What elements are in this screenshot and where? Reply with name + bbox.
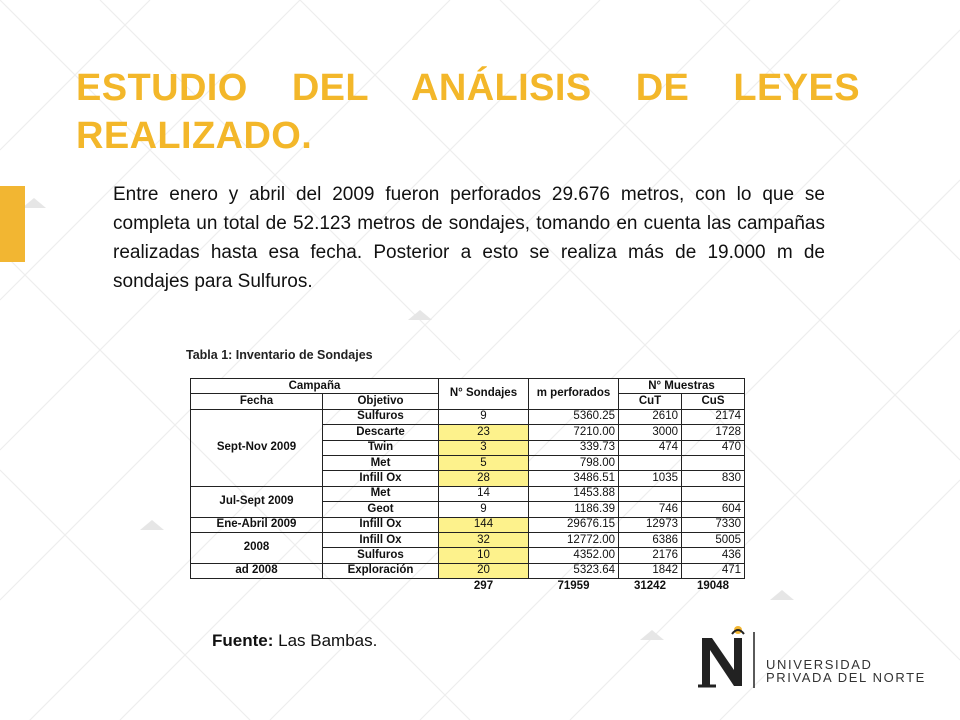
header-muestras: N° Muestras: [619, 379, 745, 394]
cus-cell: 7330: [682, 517, 745, 532]
objetivo-cell: Infill Ox: [323, 471, 439, 486]
header-campana: Campaña: [191, 379, 439, 394]
cut-cell: [619, 486, 682, 501]
logo-line-2: PRIVADA DEL NORTE: [766, 670, 926, 685]
metros-cell: 4352.00: [529, 548, 619, 563]
metros-cell: 798.00: [529, 455, 619, 470]
sondajes-cell: 5: [439, 455, 529, 470]
empty-cell: [323, 579, 439, 594]
header-cus: CuS: [682, 394, 745, 409]
cus-cell: 1728: [682, 425, 745, 440]
cut-cell: 6386: [619, 532, 682, 547]
cus-cell: 2174: [682, 409, 745, 424]
table-row: [191, 532, 745, 547]
metros-cell: 3486.51: [529, 471, 619, 486]
objetivo-cell: Twin: [323, 440, 439, 455]
group-cell: Jul-Sept 2009: [191, 486, 323, 517]
cut-cell: 1035: [619, 471, 682, 486]
group-cell: Ene-Abril 2009: [191, 517, 323, 532]
inventory-table: [190, 378, 745, 593]
objetivo-cell: Infill Ox: [323, 517, 439, 532]
cut-cell: 12973: [619, 517, 682, 532]
sondajes-cell: 32: [439, 532, 529, 547]
cus-cell: 830: [682, 471, 745, 486]
cut-cell: 3000: [619, 425, 682, 440]
university-logo: [696, 624, 946, 694]
body-paragraph: Entre enero y abril del 2009 fueron perforados 29.676 metros, con lo que se completa un total de 52.123 metros de sondajes, tomando en cuenta las campañas realizadas hasta esa fecha. Posterior a esto se realiza más de 19.000 m de sondajes para Sulfuros.: [113, 184, 825, 292]
sondajes-cell: 144: [439, 517, 529, 532]
upn-n-icon: [696, 624, 756, 692]
cus-cell: 470: [682, 440, 745, 455]
cut-cell: 2176: [619, 548, 682, 563]
source-value: Las Bambas.: [273, 631, 378, 650]
objetivo-cell: Geot: [323, 502, 439, 517]
sondajes-cell: 10: [439, 548, 529, 563]
total-sondajes: 297: [473, 579, 494, 592]
source-note: [212, 631, 377, 651]
objetivo-cell: Sulfuros: [323, 409, 439, 424]
cut-cell: 746: [619, 502, 682, 517]
total-metros: 71959: [557, 579, 590, 592]
metros-cell: 29676.15: [529, 517, 619, 532]
objetivo-cell: Exploración: [323, 563, 439, 578]
metros-cell: 12772.00: [529, 532, 619, 547]
header-sondajes: N° Sondajes: [439, 379, 529, 410]
total-cut: 31242: [634, 579, 666, 592]
sondajes-cell: 9: [439, 409, 529, 424]
cut-cell: 1842: [619, 563, 682, 578]
group-cell: 2008: [191, 532, 323, 563]
metros-cell: 339.73: [529, 440, 619, 455]
sondajes-cell: 28: [439, 471, 529, 486]
objetivo-cell: Infill Ox: [323, 532, 439, 547]
table-row: [191, 517, 745, 532]
sondajes-cell: 23: [439, 425, 529, 440]
source-label: Fuente:: [212, 631, 274, 650]
accent-bar: [0, 186, 25, 262]
empty-cell: [191, 579, 323, 594]
table-row: [191, 563, 745, 578]
objetivo-cell: Sulfuros: [323, 548, 439, 563]
cut-cell: [619, 455, 682, 470]
group-cell: Sept-Nov 2009: [191, 409, 323, 486]
sondajes-cell: 20: [439, 563, 529, 578]
table-row: [191, 486, 745, 501]
metros-cell: 5323.64: [529, 563, 619, 578]
table-header-row: [191, 379, 745, 394]
cut-cell: 474: [619, 440, 682, 455]
slide-title: ESTUDIO DEL ANÁLISIS DE LEYES REALIZADO.: [76, 67, 860, 157]
metros-cell: 1186.39: [529, 502, 619, 517]
cus-cell: 436: [682, 548, 745, 563]
total-cus: 19048: [697, 579, 729, 592]
totals-row: [191, 579, 745, 594]
cut-cell: 2610: [619, 409, 682, 424]
cus-cell: [682, 455, 745, 470]
header-fecha: Fecha: [191, 394, 323, 409]
cus-cell: [682, 486, 745, 501]
header-metros: m perforados: [529, 379, 619, 410]
objetivo-cell: Met: [323, 455, 439, 470]
logo-text: [766, 658, 926, 684]
cus-cell: 604: [682, 502, 745, 517]
logo-line-1: UNIVERSIDAD: [766, 657, 873, 672]
objetivo-cell: Met: [323, 486, 439, 501]
sondajes-cell: 3: [439, 440, 529, 455]
header-cut: CuT: [619, 394, 682, 409]
objetivo-cell: Descarte: [323, 425, 439, 440]
metros-cell: 1453.88: [529, 486, 619, 501]
table-caption: Tabla 1: Inventario de Sondajes: [186, 348, 373, 362]
sondajes-cell: 9: [439, 502, 529, 517]
sondajes-cell: 14: [439, 486, 529, 501]
cus-cell: 5005: [682, 532, 745, 547]
metros-cell: 5360.25: [529, 409, 619, 424]
metros-cell: 7210.00: [529, 425, 619, 440]
table-row: [191, 409, 745, 424]
cus-cell: 471: [682, 563, 745, 578]
group-cell: ad 2008: [191, 563, 323, 578]
header-objetivo: Objetivo: [323, 394, 439, 409]
